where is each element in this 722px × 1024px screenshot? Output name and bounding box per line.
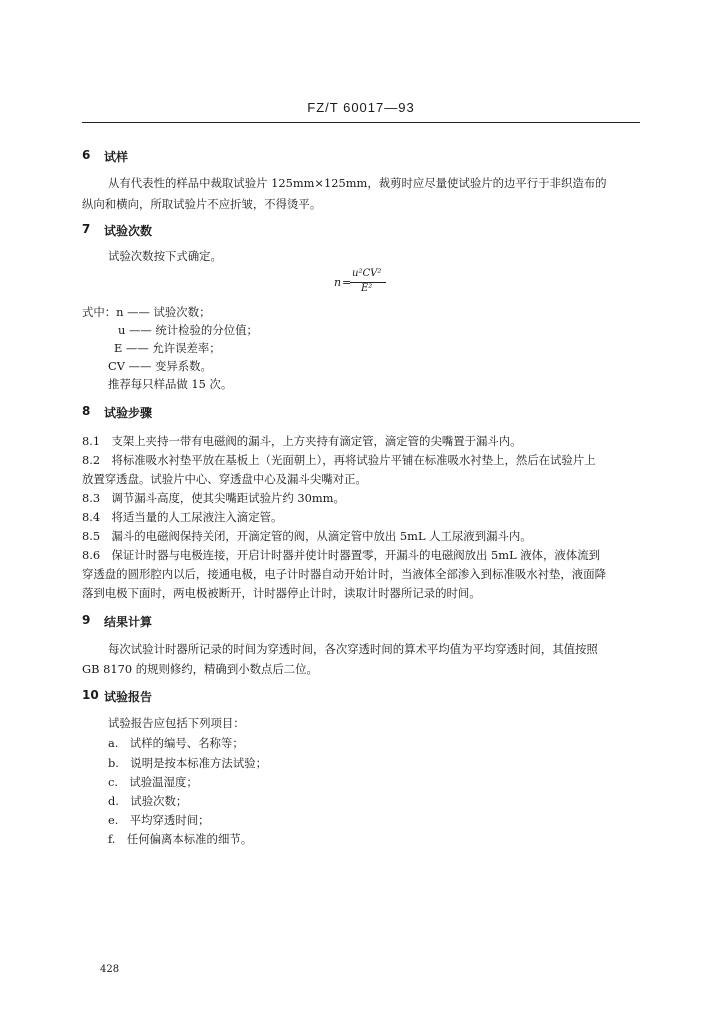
- section-10-number: 10: [82, 688, 99, 702]
- formula-lhs: n: [334, 276, 342, 289]
- step-8-5: 8.5 漏斗的电磁阀保持关闭，开滴定管的阀，从滴定管中放出 5mL 人工尿液到漏斗内。: [82, 529, 532, 543]
- where-u: u —— 统计检验的分位值；: [118, 323, 258, 337]
- step-8-6-line-1: 8.6 保证计时器与电极连接，开启计时器并使计时器置零，开漏斗的电磁阀放出 5mL 液体，液体流到: [82, 548, 600, 562]
- report-item-e: e. 平均穿透时间；: [108, 813, 210, 827]
- step-8-6-line-3: 落到电极下面时，两电极被断开，计时器停止计时，读取计时器所记录的时间。: [82, 586, 481, 600]
- report-item-c: c. 试验温湿度；: [108, 775, 198, 789]
- section-9-title: 结果计算: [104, 615, 153, 629]
- step-8-6-line-2: 穿透盘的圆形腔内以后，接通电极，电子计时器自动开始计时，当液体全部渗入到标准吸水衬垫，液面降: [82, 567, 606, 581]
- section-6-number: 6: [82, 148, 91, 162]
- report-item-f: f. 任何偏离本标准的细节。: [108, 832, 253, 846]
- section-7-intro: 试验次数按下式确定。: [108, 249, 222, 263]
- recommend-count: 推荐每只样品做 15 次。: [108, 377, 233, 391]
- section-6-line-1: 从有代表性的样品中裁取试验片 125mm×125mm，裁剪时应尽量使试验片的边平行于非织造布的: [108, 176, 607, 190]
- where-n: 式中：n —— 试验次数；: [82, 305, 211, 319]
- section-10-title: 试验报告: [104, 690, 153, 704]
- step-8-3: 8.3 调节漏斗高度，使其尖嘴距试验片约 30mm。: [82, 491, 345, 505]
- section-9-number: 9: [82, 613, 91, 627]
- section-9-line-1: 每次试验计时器所记录的时间为穿透时间，各次穿透时间的算术平均值为平均穿透时间，其值按照: [108, 642, 598, 656]
- sample-count-formula: [334, 268, 394, 296]
- header-rule: [82, 122, 640, 123]
- formula-equals: =: [342, 276, 352, 289]
- formula-denominator: E²: [361, 283, 373, 294]
- page-number: 428: [100, 964, 120, 975]
- where-cv: CV —— 变异系数。: [108, 359, 212, 373]
- step-8-2-line-2: 放置穿透盘。试验片中心、穿透盘中心及漏斗尖嘴对正。: [82, 472, 367, 486]
- section-8-number: 8: [82, 404, 91, 418]
- section-7-title: 试验次数: [104, 224, 153, 238]
- section-6-title: 试样: [104, 150, 129, 164]
- report-item-b: b. 说明是按本标准方法试验；: [108, 756, 267, 770]
- report-item-d: d. 试验次数；: [108, 794, 188, 808]
- formula-numerator: u²CV²: [352, 268, 382, 279]
- step-8-4: 8.4 将适当量的人工尿液注入滴定管。: [82, 510, 283, 524]
- section-7-number: 7: [82, 222, 91, 236]
- section-8-title: 试验步骤: [104, 406, 153, 420]
- document-header-code: FZ/T 60017—93: [307, 100, 415, 115]
- report-intro: 试验报告应包括下列项目：: [108, 716, 245, 730]
- report-item-a: a. 试样的编号、名称等；: [108, 736, 244, 750]
- step-8-2-line-1: 8.2 将标准吸水衬垫平放在基板上（光面朝上），再将试验片平铺在标准吸水衬垫上，然后在试验片上: [82, 453, 596, 467]
- step-8-1: 8.1 支架上夹持一带有电磁阀的漏斗，上方夹持有滴定管，滴定管的尖嘴置于漏斗内。: [82, 434, 522, 448]
- section-6-line-2: 纵向和横向，所取试验片不应折皱，不得烫平。: [82, 197, 322, 211]
- where-e: E —— 允许误差率；: [114, 341, 221, 355]
- section-9-line-2: GB 8170 的规则修约，精确到小数点后二位。: [82, 662, 318, 676]
